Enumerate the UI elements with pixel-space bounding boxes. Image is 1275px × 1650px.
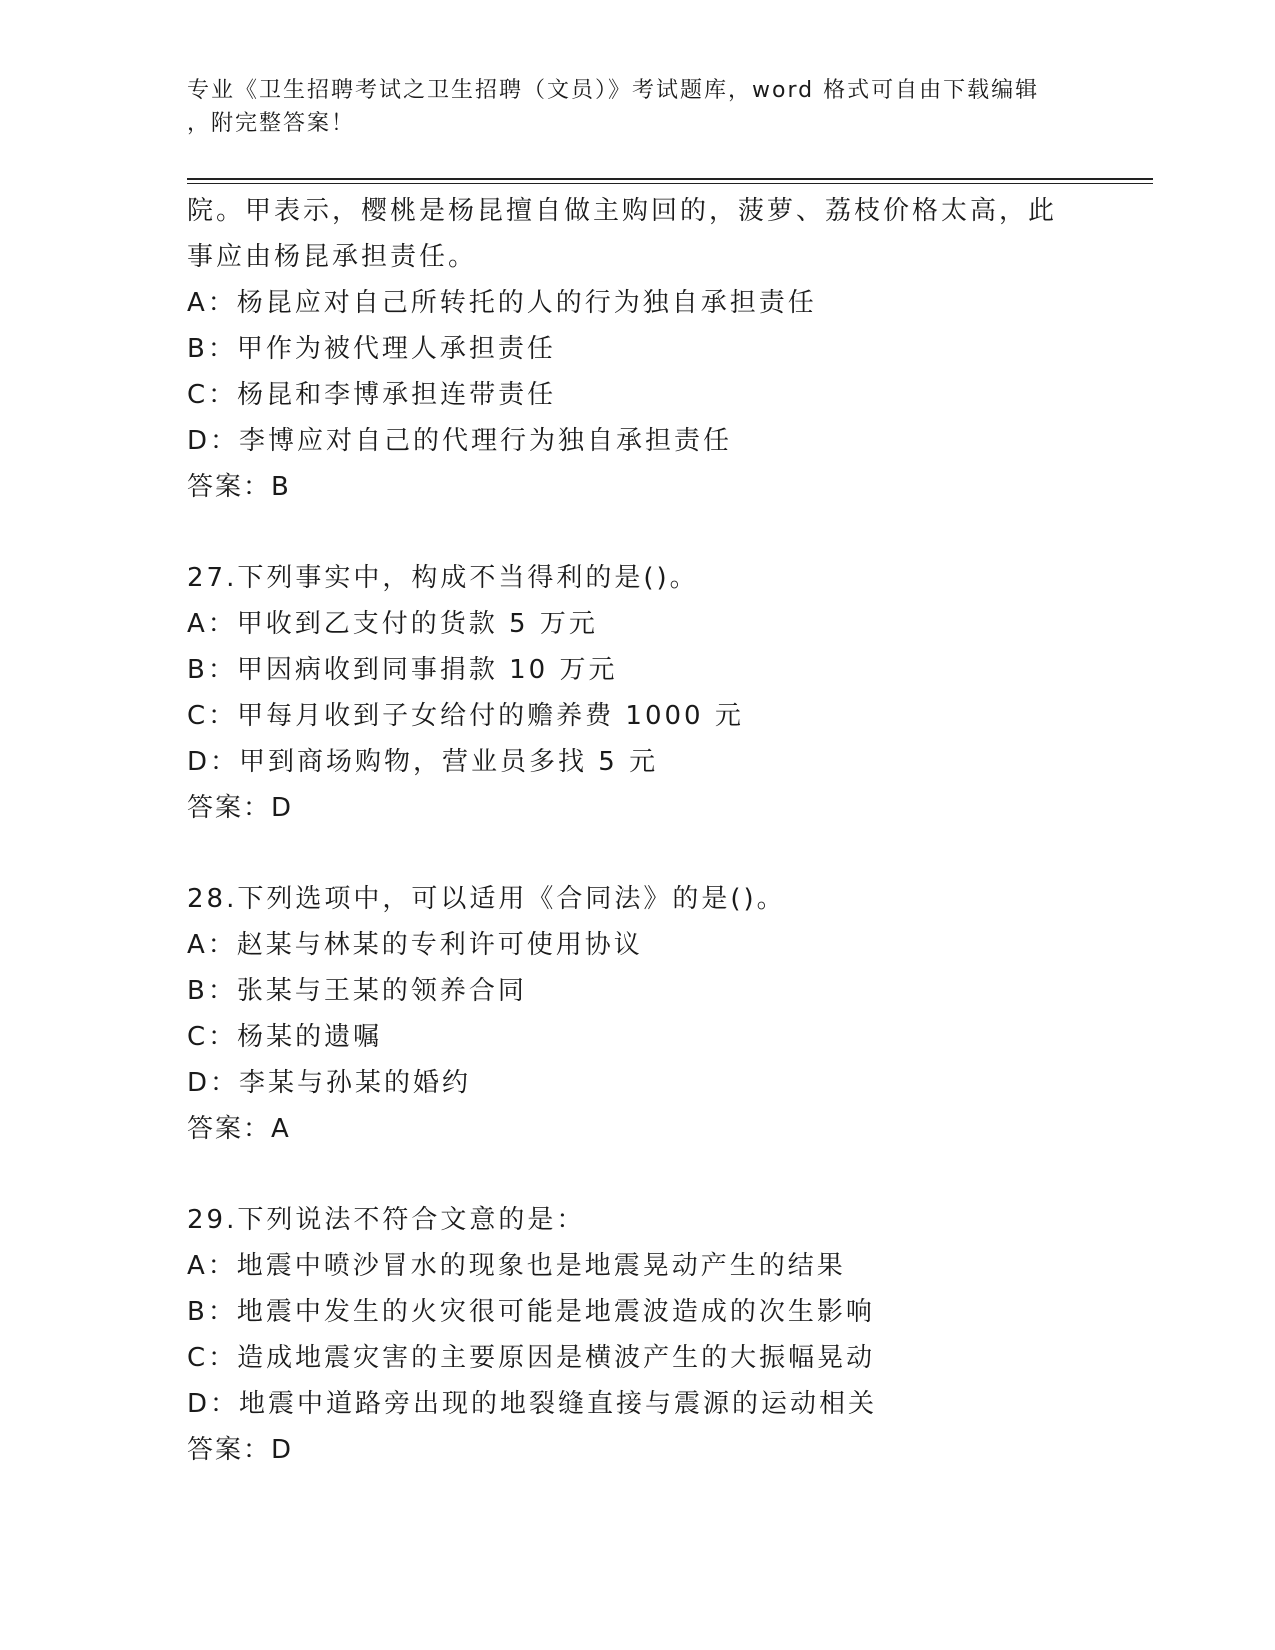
option-d: D：地震中道路旁出现的地裂缝直接与震源的运动相关 [187,1389,878,1419]
option-a: A：杨昆应对自己所转托的人的行为独自承担责任 [187,288,817,318]
option-d: D：李某与孙某的婚约 [187,1068,472,1098]
header-line-1: 专业《卫生招聘考试之卫生招聘（文员）》考试题库，word 格式可自由下载编辑 [187,78,1040,103]
option-b: B：地震中发生的火灾很可能是地震波造成的次生影响 [187,1297,875,1327]
header-line-2: ，附完整答案！ [187,111,356,136]
option-d: D：甲到商场购物，营业员多找 5 元 [187,747,659,777]
question-26 [187,188,1087,510]
option-c: C：杨某的遗嘱 [187,1022,383,1052]
answer-line: 答案：D [187,1435,294,1465]
option-b: B：甲作为被代理人承担责任 [187,334,556,364]
page-header [187,74,1067,140]
question-29 [187,1197,1087,1473]
option-a: A：赵某与林某的专利许可使用协议 [187,930,643,960]
question-content [187,188,1087,1473]
answer-line: 答案：B [187,472,291,502]
header-rule-thick [187,178,1153,180]
option-a: A：甲收到乙支付的货款 5 万元 [187,609,598,639]
answer-line: 答案：D [187,793,294,823]
question-27 [187,555,1087,831]
question-28 [187,876,1087,1152]
answer-line: 答案：A [187,1114,291,1144]
question-continuation-line: 事应由杨昆承担责任。 [187,242,478,272]
question-stem: 29.下列说法不符合文意的是： [187,1205,586,1235]
header-rule-thin [187,183,1153,184]
option-b: B：甲因病收到同事捐款 10 万元 [187,655,618,685]
option-b: B：张某与王某的领养合同 [187,976,527,1006]
question-continuation-line: 院。甲表示，樱桃是杨昆擅自做主购回的，菠萝、荔枝价格太高，此 [187,196,1058,226]
option-c: C：造成地震灾害的主要原因是横波产生的大振幅晃动 [187,1343,876,1373]
question-stem: 28.下列选项中，可以适用《合同法》的是()。 [187,884,786,914]
spacer [187,831,1087,876]
option-c: C：杨昆和李博承担连带责任 [187,380,557,410]
question-stem: 27.下列事实中，构成不当得利的是()。 [187,563,699,593]
option-d: D：李博应对自己的代理行为独自承担责任 [187,426,733,456]
option-a: A：地震中喷沙冒水的现象也是地震晃动产生的结果 [187,1251,846,1281]
option-c: C：甲每月收到子女给付的赡养费 1000 元 [187,701,744,731]
spacer [187,510,1087,555]
spacer [187,1152,1087,1197]
